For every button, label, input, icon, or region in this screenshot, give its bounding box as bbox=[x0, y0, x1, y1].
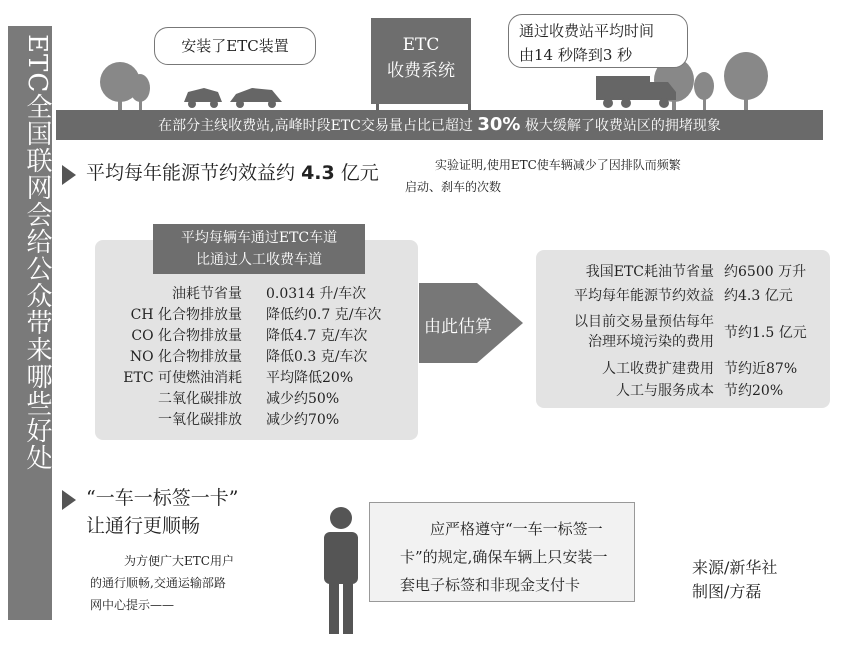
credit-source: 来源/新华社 bbox=[692, 558, 778, 577]
headline-number: 4.3 bbox=[301, 162, 335, 184]
triangle-bullet-icon bbox=[62, 165, 76, 185]
note-line2: 启动、刹车的次数 bbox=[405, 180, 502, 194]
section2-note: 为方便广大ETC用户 的通行顺畅,交通运输部路 网中心提示—— bbox=[90, 554, 234, 612]
section1-note bbox=[405, 154, 825, 198]
list-item: ETC 可使燃油消耗 平均降低20% bbox=[123, 370, 354, 386]
left-panel-header bbox=[153, 224, 365, 274]
list-item: 我国ETC耗油节省量 约6500 万升 bbox=[585, 264, 807, 280]
section2-headline bbox=[86, 484, 238, 540]
car-icon bbox=[184, 88, 282, 108]
section2-line1: “一车一标签一卡” bbox=[86, 487, 239, 509]
right-panel-rows bbox=[546, 260, 830, 402]
pass-time-bubble bbox=[508, 14, 688, 68]
left-panel-rows bbox=[102, 284, 418, 431]
etc-system-box bbox=[371, 18, 471, 104]
credit-design: 制图/方磊 bbox=[692, 582, 762, 601]
etc-box-line2: 收费系统 bbox=[387, 61, 455, 81]
banner-prefix: 在部分主线收费站,高峰时段ETC交易量占比已超过 bbox=[158, 118, 473, 134]
section2-line2: 让通行更顺畅 bbox=[86, 515, 201, 537]
list-item: 人工收费扩建费用 节约近87% bbox=[602, 361, 798, 377]
pass-time-line1: 通过收费站平均时间 bbox=[519, 22, 655, 40]
arrow-label: 由此估算 bbox=[424, 317, 492, 337]
left-header-line1: 平均每辆车通过ETC车道 bbox=[180, 230, 338, 246]
etc-box-line1: ETC bbox=[402, 35, 440, 55]
list-item: CH 化合物排放量 降低约0.7 克/车次 bbox=[130, 307, 382, 323]
list-item: 二氧化碳排放 减少约50% bbox=[158, 391, 340, 407]
note-line1: 实验证明,使用ETC使车辆减少了因排队而频繁 bbox=[435, 158, 681, 172]
list-item: 人工与服务成本 节约20% bbox=[616, 383, 784, 399]
etc-installed-bubble: 安装了ETC装置 bbox=[154, 27, 316, 65]
list-item: NO 化合物排放量 降低0.3 克/车次 bbox=[129, 349, 368, 365]
headline-suffix: 亿元 bbox=[340, 162, 379, 184]
banner-text bbox=[56, 110, 823, 140]
list-item: 以目前交易量预估每年 治理环境污染的费用 节约1.5 亿元 bbox=[574, 314, 807, 350]
triangle-bullet-icon bbox=[62, 490, 76, 510]
list-item: CO 化合物排放量 降低4.7 克/车次 bbox=[131, 328, 368, 344]
credits bbox=[692, 556, 777, 604]
section1-headline bbox=[86, 158, 379, 185]
list-item: 一氧化碳排放 减少约70% bbox=[158, 412, 340, 428]
pass-time-line2: 由14 秒降到3 秒 bbox=[519, 46, 633, 64]
list-item: 平均每年能源节约效益 约4.3 亿元 bbox=[574, 288, 793, 304]
list-item: 油耗节省量 0.0314 升/车次 bbox=[172, 286, 367, 302]
headline-prefix: 平均每年能源节约效益约 bbox=[86, 162, 296, 184]
sidebar-title: ETC全国联网会给公众带来哪些好处 bbox=[22, 34, 52, 472]
banner-suffix: 极大缓解了收费站区的拥堵现象 bbox=[524, 118, 721, 134]
person-icon bbox=[318, 506, 364, 636]
info-box: 应严格遵守“一车一标签一 卡”的规定,确保车辆上只安装一 套电子标签和非现金支付卡 bbox=[369, 502, 635, 602]
banner-percent: 30% bbox=[477, 114, 521, 135]
left-header-line2: 比通过人工收费车道 bbox=[196, 252, 322, 268]
